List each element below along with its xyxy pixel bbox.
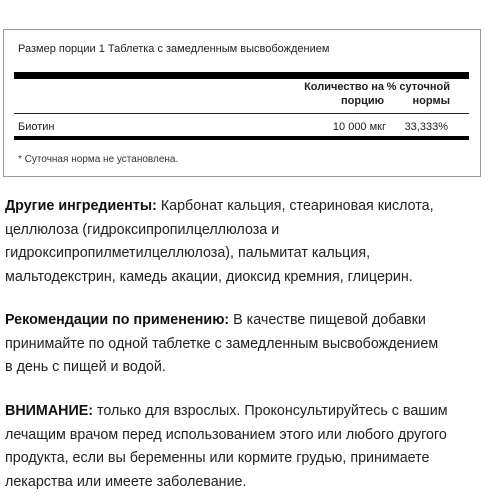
- other-ingredients-text-3: гидроксипропилметилцеллюлоза), пальмитат кальция,: [5, 245, 371, 261]
- usage-label: Рекомендации по применению:: [5, 312, 230, 328]
- usage-section: [5, 309, 485, 380]
- divider-bottom: [14, 136, 469, 140]
- divider-thick: [14, 72, 469, 79]
- other-ingredients-text-1: Карбонат кальция, стеариновая кислота,: [156, 198, 434, 214]
- other-ingredients-text-2: целлюлоза (гидроксипропилцеллюлоза и: [5, 221, 280, 238]
- warning-section: [5, 400, 485, 494]
- supplement-facts-panel: [3, 29, 481, 177]
- warning-label: ВНИМАНИЕ:: [5, 403, 94, 419]
- divider-thin: [14, 113, 469, 114]
- footnote: * Суточная норма не установлена.: [18, 154, 179, 165]
- column-header-dv-line1: % суточной: [386, 81, 450, 93]
- warning-text-1: только для взрослых. Проконсультируйтесь с вашим: [93, 403, 448, 419]
- warning-text-3: продукта, если вы беременны или кормите грудью, принимаете: [5, 450, 430, 466]
- column-header-amount-line1: Количество на: [304, 81, 384, 93]
- column-header-amount-line2: порцию: [340, 95, 384, 107]
- nutrient-name: Биотин: [18, 121, 55, 133]
- usage-text-3: в день с пищей и водой.: [5, 359, 166, 375]
- other-ingredients-text-4: мальтодекстрин, камедь акации, диоксид кремния, глицерин.: [5, 268, 413, 285]
- warning-text-4: лекарства или имеете заболевание.: [5, 473, 247, 490]
- other-ingredients-section: [5, 195, 485, 289]
- nutrient-amount: 10 000 мкг: [332, 121, 386, 133]
- usage-text-1: В качестве пищевой добавки: [229, 312, 426, 328]
- warning-text-2: лечащим врачом перед использованием этого или любого другого: [5, 426, 447, 443]
- other-ingredients-label: Другие ингредиенты:: [5, 198, 157, 214]
- column-header-amount: [284, 80, 384, 108]
- serving-size: Размер порции 1 Таблетка с замедленным высвобождением: [18, 43, 330, 55]
- nutrient-daily-value: 33,333%: [404, 121, 448, 133]
- column-header-dv-line2: нормы: [412, 95, 450, 107]
- column-header-daily-value: [370, 80, 450, 108]
- usage-text-2: принимайте по одной таблетке с замедленным высвобождением: [5, 335, 439, 352]
